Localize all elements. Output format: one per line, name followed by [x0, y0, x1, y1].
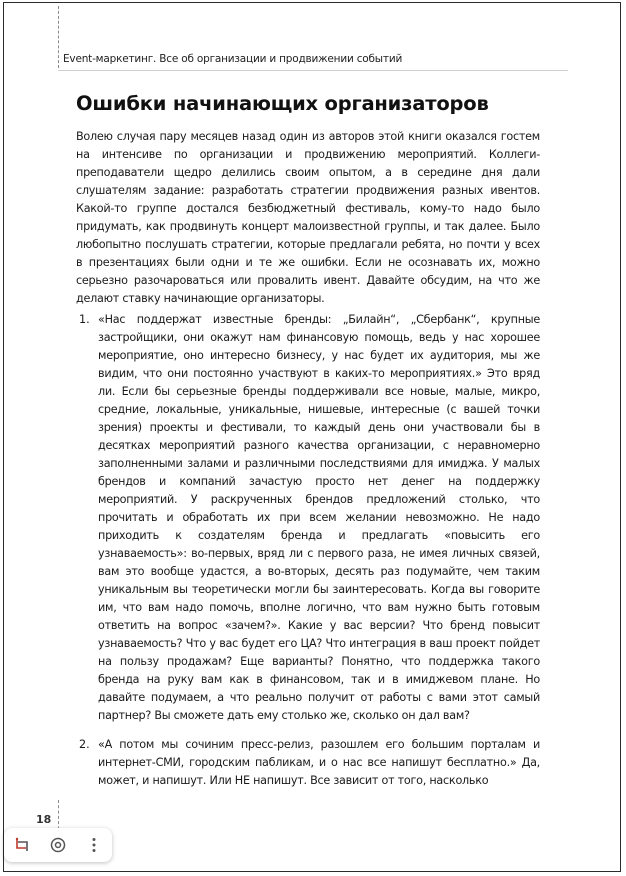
more-options-button[interactable]	[81, 832, 107, 858]
rotate-crop-button[interactable]	[9, 832, 35, 858]
list-item-number: 1.	[79, 313, 90, 326]
intro-text: Волею случая пару месяцев назад один из авторов этой книги оказался гостем на интенсиве по организации и продвижению мероприятий. Коллеги-преподаватели щедро делились своим опытом, а в середине дня дали слушателям задание: разработать стратегии продвижения разных ивентов. Какой-то группе достался безбюджетный фестиваль, кому-то надо было придумать, как продвинуть концерт малоизвестной группы, и так далее. Было любопытно послушать стратегии, которые предлагали ребята, но почти у всех в презентациях были одни и те же ошибки. Если не осознавать их, можно серьезно разочароваться или провалить ивент. Давайте обсудим, на что же делают ставку начинающие организаторы.	[76, 130, 540, 305]
section-title: Ошибки начинающих организаторов	[76, 92, 489, 115]
list-item-text: «Нас поддержат известные бренды: „Билайн“, „Сбербанк“, крупные застройщики, они окажут нам финансовую помощь, ведь у нас хорошее мероприятие, оно интересно бизнесу, у нас будет их аудитория, мы же видим, что они постоянно участвуют в каких-то мероприятиях.» Это вряд ли. Если бы серьезные бренды поддерживали все новые, малые, микро, средние, локальные, уникальные, нишевые, интересные (с вашей точки зрения) проекты и фестивали, то каждый день они участвовали бы в десятках мероприятий разного качества организации, с неравномерно заполненными залами и различными последствиями для имиджа. У малых брендов и компаний зачастую просто нет денег на поддержку мероприятий. У раскрученных брендов предложений столько, что прочитать и обработать их при всем желании невозможно. Не надо приходить к создателям бренда и предлагать «повысить его узнаваемость»: во-первых, вряд ли с первого раза, не имея личных связей, вам это вообще удастся, а во-вторых, десять раз подумайте, чем таким уникальным вы теоретически могли бы заинтересовать. Когда вы говорите им, что вам надо помочь, вполне логично, что вам нужно быть готовым ответить на вопрос «зачем?». Какие у вас версии? Что бренд повысит узнаваемость? Что у вас будет его ЦА? Что интеграция в ваш проект пойдет на пользу продажам? Еще варианты? Понятно, что поддержка такого бренда на руку вам как в финансовом, так и в имиджевом плане. Но давайте подумаем, а что реально получит от работы с вами этот самый партнер? Вы сможете дать ему столько же, сколько он дал вам?	[98, 313, 540, 722]
running-head: Event-маркетинг. Все об организации и продвижении событий	[63, 53, 403, 65]
list-item-number: 2.	[79, 738, 90, 751]
more-icon	[85, 836, 103, 854]
lens-icon	[49, 836, 67, 854]
rotate-crop-icon	[13, 836, 31, 854]
floating-toolbar	[4, 828, 112, 862]
page-number: 18	[36, 813, 52, 826]
intro-paragraph	[76, 128, 540, 308]
header-rule	[58, 70, 568, 71]
crop-mark-top	[58, 6, 59, 68]
lens-button[interactable]	[45, 832, 71, 858]
list-item-text: «А потом мы сочиним пресс-релиз, разошлем его большим порталам и интернет-СМИ, городским пабликам, и о нас все напишут бесплатно.» Да, может, и напишут. Или НЕ напишут. Все зависит от того, насколько	[98, 738, 540, 787]
